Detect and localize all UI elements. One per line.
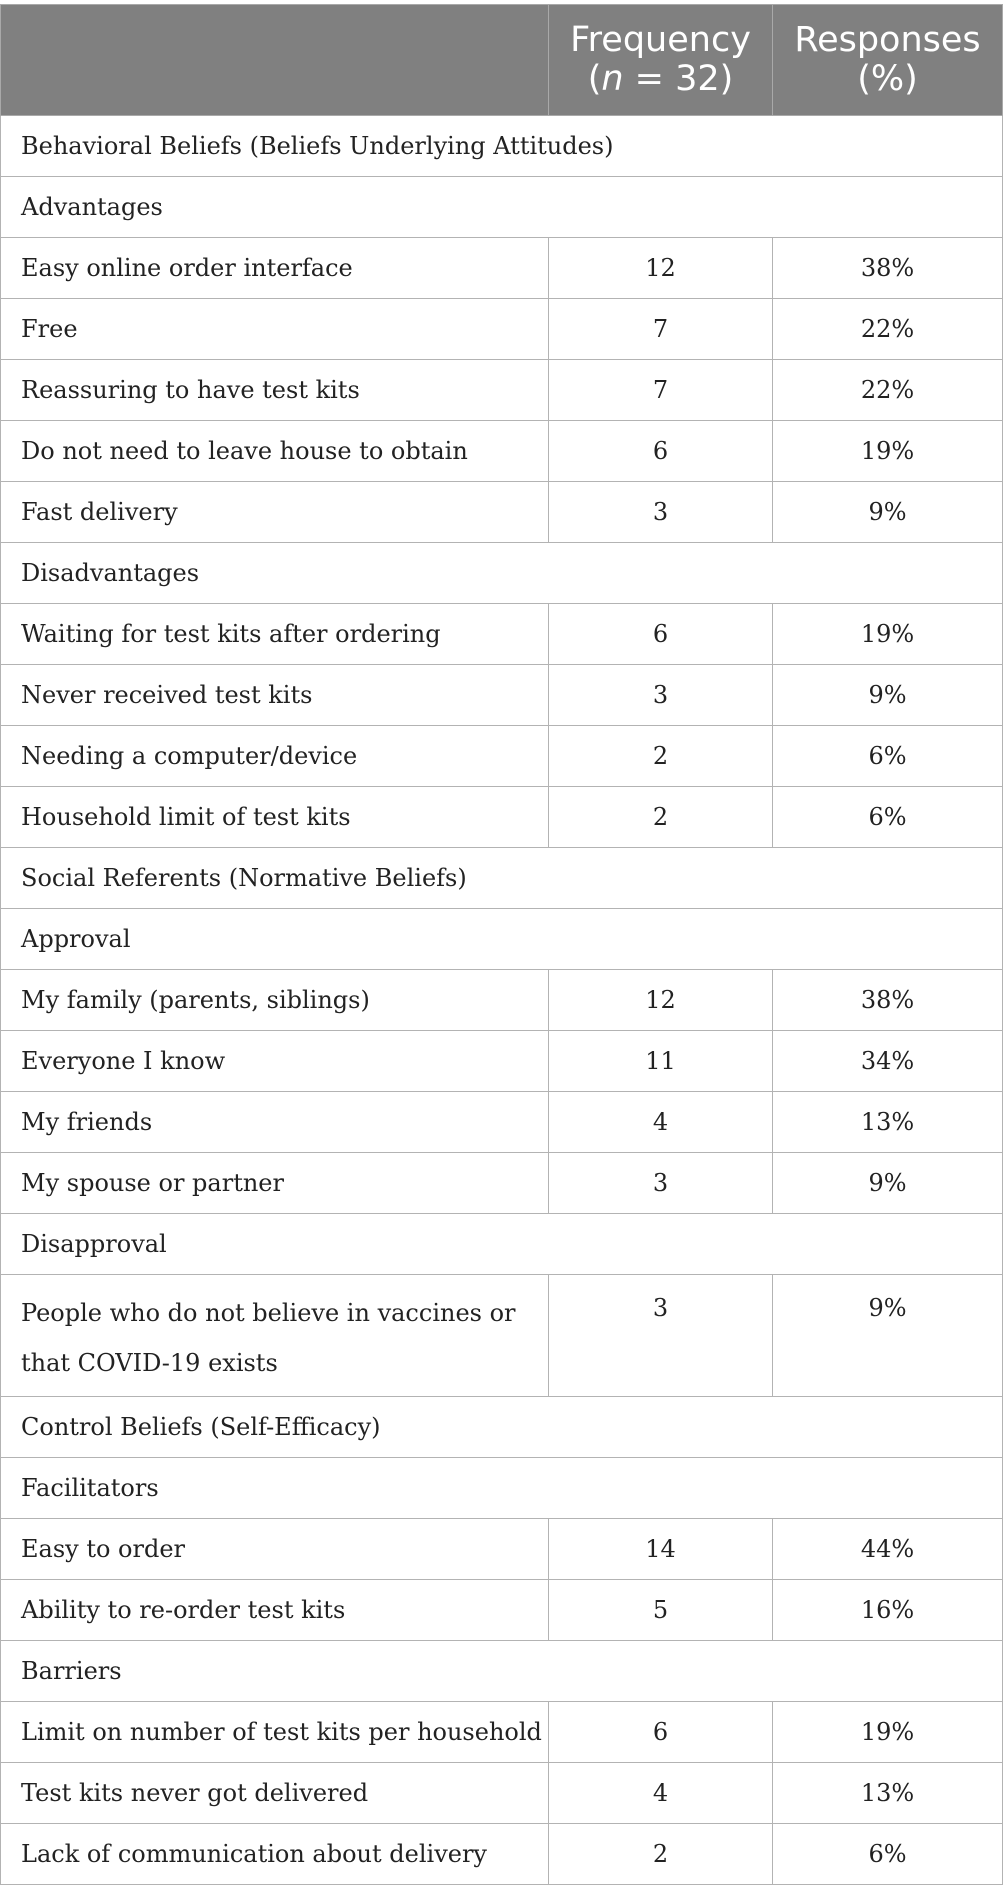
header-item-column (1, 5, 549, 116)
row-percent: 19% (773, 1702, 1003, 1763)
row-percent: 6% (773, 787, 1003, 848)
row-label: Fast delivery (1, 482, 549, 543)
row-percent: 6% (773, 726, 1003, 787)
row-frequency: 2 (549, 1824, 773, 1885)
row-percent: 16% (773, 1580, 1003, 1641)
row-frequency: 3 (549, 665, 773, 726)
section-row (1, 543, 1003, 604)
table-row (1, 1031, 1003, 1092)
row-percent: 38% (773, 238, 1003, 299)
table-row (1, 1153, 1003, 1214)
section-label: Advantages (1, 177, 1003, 238)
row-label: Free (1, 299, 549, 360)
table-row (1, 1580, 1003, 1641)
row-label: Needing a computer/device (1, 726, 549, 787)
beliefs-frequency-table (0, 4, 1003, 1885)
table-row (1, 238, 1003, 299)
section-row (1, 116, 1003, 177)
row-percent: 9% (773, 1153, 1003, 1214)
table-row (1, 726, 1003, 787)
row-percent: 9% (773, 1275, 1003, 1397)
row-frequency: 6 (549, 604, 773, 665)
row-frequency: 6 (549, 1702, 773, 1763)
header-responses-unit: (%) (857, 59, 918, 99)
row-label-line: that COVID-19 exists (21, 1349, 278, 1377)
row-percent: 22% (773, 299, 1003, 360)
header-responses-label: Responses (794, 20, 981, 60)
row-percent: 34% (773, 1031, 1003, 1092)
row-frequency: 4 (549, 1763, 773, 1824)
row-label: Ability to re-order test kits (1, 1580, 549, 1641)
table-row (1, 787, 1003, 848)
row-label: My friends (1, 1092, 549, 1153)
section-label: Disapproval (1, 1214, 1003, 1275)
row-frequency: 3 (549, 1153, 773, 1214)
table-body (1, 116, 1003, 1885)
row-percent: 38% (773, 970, 1003, 1031)
row-percent: 6% (773, 1824, 1003, 1885)
row-percent: 19% (773, 421, 1003, 482)
row-frequency: 2 (549, 726, 773, 787)
row-percent: 19% (773, 604, 1003, 665)
table-row (1, 1519, 1003, 1580)
header-frequency-n: n (601, 59, 624, 99)
section-row (1, 1214, 1003, 1275)
row-label: Reassuring to have test kits (1, 360, 549, 421)
section-label: Control Beliefs (Self-Efficacy) (1, 1397, 1003, 1458)
row-label: Everyone I know (1, 1031, 549, 1092)
header-frequency-open: ( (587, 59, 602, 99)
row-frequency: 11 (549, 1031, 773, 1092)
row-frequency: 7 (549, 360, 773, 421)
table-row (1, 299, 1003, 360)
table-row (1, 1275, 1003, 1397)
row-label (1, 1275, 549, 1397)
row-label: Waiting for test kits after ordering (1, 604, 549, 665)
row-frequency: 12 (549, 238, 773, 299)
row-label: Never received test kits (1, 665, 549, 726)
header-frequency (549, 5, 773, 116)
row-label: My family (parents, siblings) (1, 970, 549, 1031)
table-row (1, 665, 1003, 726)
section-row (1, 909, 1003, 970)
table-row (1, 1702, 1003, 1763)
table-row (1, 421, 1003, 482)
row-frequency: 3 (549, 1275, 773, 1397)
row-frequency: 12 (549, 970, 773, 1031)
header-responses (773, 5, 1003, 116)
row-label-line: People who do not believe in vaccines or (21, 1299, 516, 1327)
row-label: Easy to order (1, 1519, 549, 1580)
row-label: My spouse or partner (1, 1153, 549, 1214)
row-percent: 9% (773, 482, 1003, 543)
table-row (1, 604, 1003, 665)
section-label: Barriers (1, 1641, 1003, 1702)
row-label: Easy online order interface (1, 238, 549, 299)
row-percent: 13% (773, 1092, 1003, 1153)
section-row (1, 1397, 1003, 1458)
row-frequency: 6 (549, 421, 773, 482)
section-label: Disadvantages (1, 543, 1003, 604)
section-label: Facilitators (1, 1458, 1003, 1519)
beliefs-table-container (0, 4, 1002, 1885)
section-row (1, 848, 1003, 909)
header-row (1, 5, 1003, 116)
section-label: Social Referents (Normative Beliefs) (1, 848, 1003, 909)
row-frequency: 7 (549, 299, 773, 360)
row-label: Limit on number of test kits per household (1, 1702, 549, 1763)
row-percent: 13% (773, 1763, 1003, 1824)
table-row (1, 970, 1003, 1031)
table-row (1, 482, 1003, 543)
table-row (1, 360, 1003, 421)
section-label: Approval (1, 909, 1003, 970)
row-percent: 44% (773, 1519, 1003, 1580)
row-label: Test kits never got delivered (1, 1763, 549, 1824)
header-frequency-label: Frequency (570, 20, 751, 60)
section-label: Behavioral Beliefs (Beliefs Underlying Attitudes) (1, 116, 1003, 177)
row-frequency: 3 (549, 482, 773, 543)
section-row (1, 1458, 1003, 1519)
row-label: Do not need to leave house to obtain (1, 421, 549, 482)
row-label: Household limit of test kits (1, 787, 549, 848)
row-percent: 9% (773, 665, 1003, 726)
row-percent: 22% (773, 360, 1003, 421)
table-row (1, 1092, 1003, 1153)
row-label: Lack of communication about delivery (1, 1824, 549, 1885)
row-frequency: 2 (549, 787, 773, 848)
table-header (1, 5, 1003, 116)
section-row (1, 1641, 1003, 1702)
table-row (1, 1824, 1003, 1885)
row-frequency: 5 (549, 1580, 773, 1641)
header-frequency-count: = 32) (623, 59, 734, 99)
row-frequency: 14 (549, 1519, 773, 1580)
row-frequency: 4 (549, 1092, 773, 1153)
section-row (1, 177, 1003, 238)
table-row (1, 1763, 1003, 1824)
